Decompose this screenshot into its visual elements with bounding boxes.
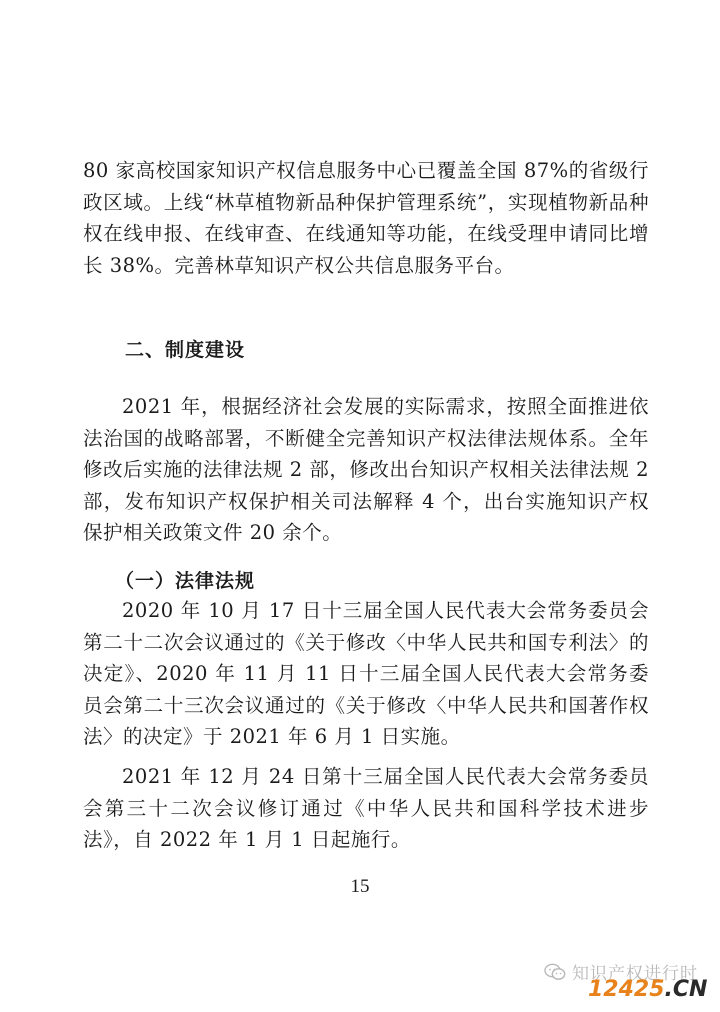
paragraph-law-amendments: 2020 年 10 月 17 日十三届全国人民代表大会常务委员会第二十二次会议通过的《关于修改〈中华人民共和国专利法〉的决定》、2020 年 11 月 11 日十三届全国人民代表大会常务委员会第二十三次会议通过的《关于修改〈中华人民共和国著作权法〉的决定》于 2021 年 6 月 1 日实施。 [83,599,649,748]
wechat-icon [544,963,566,981]
section-heading: 二、制度建设 [125,339,246,361]
site-logo-number: 12425 [588,977,665,1002]
watermark-text: 知识产权进行时 [572,964,698,984]
paragraph-science-law: 2021 年 12 月 24 日第十三届全国人民代表大会常务委员会第三十二次会议修订通过《中华人民共和国科学技术进步法》，自 2022 年 1 月 1 日起施行。 [83,765,649,851]
page-number: 15 [350,876,370,897]
paragraph-system-building: 2021 年，根据经济社会发展的实际需求，按照全面推进依法治国的战略部署，不断健全完善知识产权法律法规体系。全年修改后实施的法律法规 2 部，修改出台知识产权相关法律法规 2 部，发布知识产权保护相关司法解释 4 个，出台实施知识产权保护相关政策文件 20 余个。 [83,395,649,544]
site-logo-suffix: .CN [664,977,708,1002]
subsection-heading: （一）法律法规 [115,570,256,592]
site-logo [588,977,707,1002]
paragraph-info-services: 80 家高校国家知识产权信息服务中心已覆盖全国 87%的省级行政区域。上线“林草植物新品种保护管理系统”，实现植物新品种权在线申报、在线审查、在线通知等功能，在线受理申请同比增长 38%。完善林草知识产权公共信息服务平台。 [83,159,649,277]
